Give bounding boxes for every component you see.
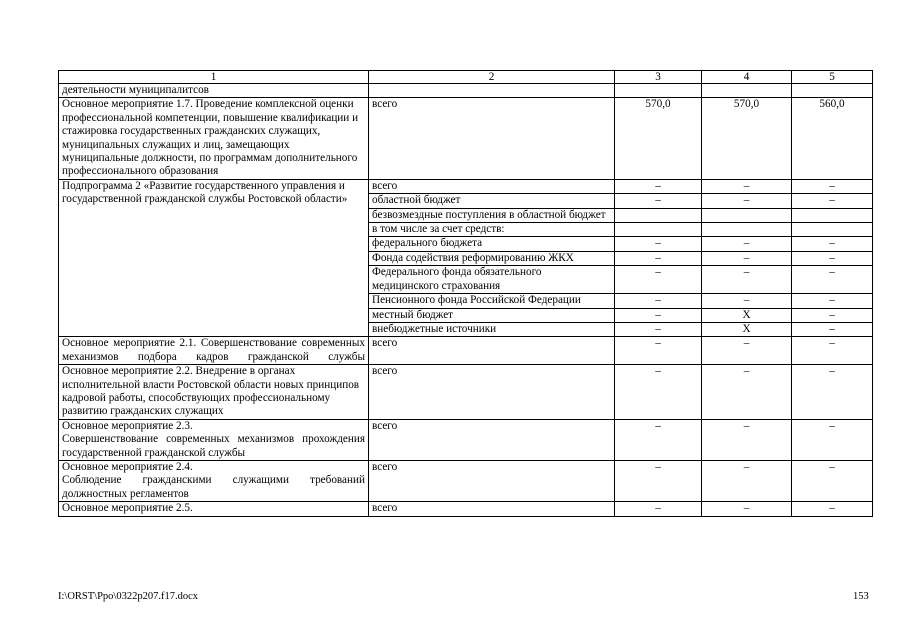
value-cell: – — [702, 365, 792, 420]
table-row — [59, 179, 873, 193]
activity-name: деятельности муниципалитсов — [59, 84, 369, 98]
table-row — [59, 337, 873, 365]
column-header: 3 — [615, 71, 702, 84]
value-cell: – — [615, 308, 702, 322]
funding-source: всего — [369, 98, 615, 179]
activity-number: Основное мероприятие 2.3. — [62, 419, 193, 432]
activity-description: Соблюдение гражданскими служащими требований должностных регламентов — [62, 474, 365, 500]
funding-source: местный бюджет — [369, 308, 615, 322]
value-cell: – — [702, 502, 792, 516]
subprogram-name: Подпрограмма 2 «Развитие государственного управления и государственной гражданской службы Ростовской области» — [59, 179, 369, 336]
table-row — [59, 502, 873, 516]
header-row — [59, 71, 873, 84]
column-header: 4 — [702, 71, 792, 84]
value-cell — [792, 84, 873, 98]
value-cell: 570,0 — [615, 98, 702, 179]
activity-name: Основное мероприятие 2.5. — [59, 502, 369, 516]
funding-source: в том числе за счет средств: — [369, 223, 615, 237]
value-cell: 560,0 — [792, 98, 873, 179]
value-cell: – — [792, 251, 873, 265]
file-path: I:\ORST\Ppo\0322p207.f17.docx — [58, 591, 199, 602]
value-cell: – — [615, 365, 702, 420]
value-cell: – — [702, 460, 792, 501]
value-cell: – — [792, 194, 873, 208]
column-header: 1 — [59, 71, 369, 84]
value-cell: – — [702, 419, 792, 460]
value-cell: – — [615, 337, 702, 365]
funding-source — [369, 84, 615, 98]
value-cell: – — [792, 266, 873, 294]
value-cell — [792, 208, 873, 222]
funding-source: всего — [369, 460, 615, 501]
funding-source: всего — [369, 502, 615, 516]
value-cell: – — [615, 237, 702, 251]
value-cell: – — [702, 337, 792, 365]
value-cell: – — [792, 460, 873, 501]
funding-source: Фонда содействия реформированию ЖКХ — [369, 251, 615, 265]
table-row — [59, 365, 873, 420]
value-cell: 570,0 — [702, 98, 792, 179]
funding-source: всего — [369, 419, 615, 460]
activity-name: Основное мероприятие 2.2. Внедрение в органах исполнительной власти Ростовской области новых принципов кадровой работы, способствующих профессиональному развитию гражданских служащих — [59, 365, 369, 420]
value-cell: – — [615, 460, 702, 501]
activity-number: Основное мероприятие 2.4. — [62, 460, 193, 473]
value-cell: – — [702, 251, 792, 265]
funding-source: всего — [369, 337, 615, 365]
activity-name: Основное мероприятие 1.7. Проведение комплексной оценки профессиональной компетенции, повышение квалификации и стажировка государственных гражданских служащих, муниципальных служащих и лиц, замещающих муниципальные должности, по программам дополнительного профессионального образования — [59, 98, 369, 179]
page-number: 153 — [853, 591, 869, 602]
value-cell: – — [702, 237, 792, 251]
activity-name: Основное мероприятие 2.1. Совершенствование современных механизмов подбора кадров гражданской службы — [59, 337, 369, 365]
value-cell: – — [792, 322, 873, 336]
value-cell: – — [615, 251, 702, 265]
value-cell: – — [702, 179, 792, 193]
value-cell: X — [702, 308, 792, 322]
value-cell: – — [792, 337, 873, 365]
value-cell: – — [615, 322, 702, 336]
activity-description: Совершенствование современных механизмов прохождения государственной гражданской службы — [62, 433, 365, 459]
value-cell: – — [792, 294, 873, 308]
activity-name — [59, 460, 369, 501]
funding-source: Федерального фонда обязательного медицинского страхования — [369, 266, 615, 294]
funding-source: всего — [369, 365, 615, 420]
table-row — [59, 419, 873, 460]
value-cell: – — [792, 179, 873, 193]
funding-source: всего — [369, 179, 615, 193]
value-cell: – — [615, 502, 702, 516]
value-cell: X — [702, 322, 792, 336]
value-cell: – — [615, 194, 702, 208]
value-cell: – — [702, 294, 792, 308]
funding-source: безвозмездные поступления в областной бюджет — [369, 208, 615, 222]
funding-source: внебюджетные источники — [369, 322, 615, 336]
value-cell: – — [702, 194, 792, 208]
value-cell — [615, 208, 702, 222]
value-cell — [702, 84, 792, 98]
value-cell: – — [615, 294, 702, 308]
table-row — [59, 84, 873, 98]
activity-name — [59, 419, 369, 460]
column-header: 2 — [369, 71, 615, 84]
value-cell — [615, 223, 702, 237]
budget-table — [58, 70, 873, 517]
table-row — [59, 98, 873, 179]
value-cell: – — [702, 266, 792, 294]
value-cell: – — [792, 308, 873, 322]
value-cell: – — [792, 419, 873, 460]
value-cell — [792, 223, 873, 237]
value-cell: – — [615, 179, 702, 193]
table-row — [59, 460, 873, 501]
value-cell — [615, 84, 702, 98]
value-cell: – — [792, 502, 873, 516]
column-header: 5 — [792, 71, 873, 84]
value-cell: – — [792, 237, 873, 251]
funding-source: Пенсионного фонда Российской Федерации — [369, 294, 615, 308]
funding-source: областной бюджет — [369, 194, 615, 208]
value-cell: – — [615, 419, 702, 460]
value-cell: – — [615, 266, 702, 294]
funding-source: федерального бюджета — [369, 237, 615, 251]
value-cell — [702, 223, 792, 237]
value-cell — [702, 208, 792, 222]
value-cell: – — [792, 365, 873, 420]
